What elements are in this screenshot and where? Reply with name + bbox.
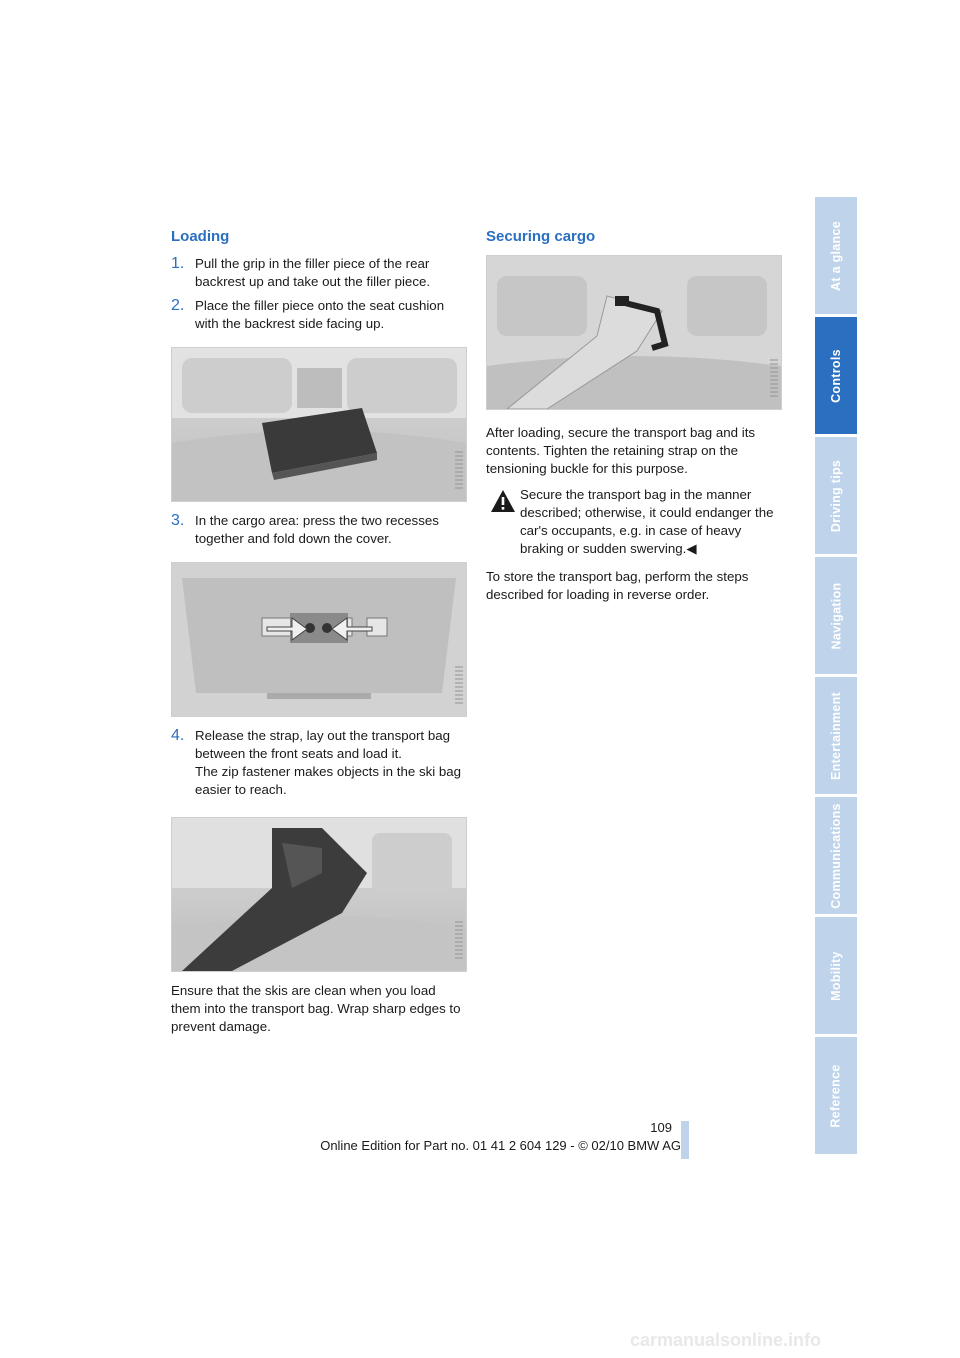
figure-secured-transport-bag bbox=[486, 255, 782, 410]
storage-paragraph: To store the transport bag, perform the steps described for loading in reverse order. bbox=[486, 569, 749, 602]
section-heading-loading: Loading bbox=[171, 228, 230, 245]
right-column bbox=[486, 228, 786, 604]
warning-triangle-icon bbox=[490, 489, 516, 513]
warning-block bbox=[486, 486, 786, 558]
secured-bag-illustration bbox=[487, 256, 781, 409]
step-text: Release the strap, lay out the transport bag between the front seats and load it. bbox=[195, 728, 451, 761]
section-heading-securing-cargo: Securing cargo bbox=[486, 228, 596, 245]
step-number: 3. bbox=[171, 512, 185, 529]
edition-line: Online Edition for Part no. 01 41 2 604 129 - © 02/10 BMW AG bbox=[320, 1138, 681, 1153]
figure-transport-bag-laid-out bbox=[171, 817, 467, 972]
page-number: 109 bbox=[650, 1120, 672, 1135]
step-1 bbox=[171, 255, 467, 291]
step-3 bbox=[171, 512, 467, 548]
step-number: 2. bbox=[171, 297, 185, 314]
step-number: 4. bbox=[171, 727, 185, 744]
securing-paragraph: After loading, secure the transport bag and its contents. Tighten the retaining strap on the tensioning buckle for this purpose. bbox=[486, 425, 756, 476]
figure-code bbox=[455, 921, 463, 961]
end-of-warning-marker: ◀ bbox=[686, 541, 697, 556]
tab-mobility[interactable]: Mobility bbox=[815, 917, 857, 1034]
tab-reference[interactable]: Reference bbox=[815, 1037, 857, 1154]
step-subtext: The zip fastener makes objects in the ski bag easier to reach. bbox=[195, 764, 462, 797]
figure-cargo-area-cover bbox=[171, 562, 467, 717]
closing-paragraph: Ensure that the skis are clean when you load them into the transport bag. Wrap sharp edges to prevent damage. bbox=[171, 983, 461, 1034]
step-text: In the cargo area: press the two recesses together and fold down the cover. bbox=[195, 513, 439, 546]
figure-code bbox=[455, 451, 463, 491]
footer-bar bbox=[681, 1121, 689, 1159]
chapter-tabs bbox=[815, 197, 857, 1157]
tab-at-a-glance[interactable]: At a glance bbox=[815, 197, 857, 314]
left-column bbox=[171, 228, 467, 1036]
tab-entertainment[interactable]: Entertainment bbox=[815, 677, 857, 794]
figure-filler-piece-on-seat bbox=[171, 347, 467, 502]
tab-controls[interactable]: Controls bbox=[815, 317, 857, 434]
bag-illustration bbox=[172, 818, 466, 971]
warning-text: Secure the transport bag in the manner described; otherwise, it could endanger the car's occupants, e.g. in case of heavy braking or sudden swerving.◀ bbox=[520, 487, 774, 556]
step-text: Place the filler piece onto the seat cushion with the backrest side facing up. bbox=[195, 298, 445, 331]
step-2 bbox=[171, 297, 467, 333]
step-text: Pull the grip in the filler piece of the rear backrest up and take out the filler piece. bbox=[195, 256, 431, 289]
step-number: 1. bbox=[171, 255, 185, 272]
step-4 bbox=[171, 727, 467, 799]
tab-navigation[interactable]: Navigation bbox=[815, 557, 857, 674]
cargo-illustration bbox=[172, 563, 466, 716]
tab-communications[interactable]: Communications bbox=[815, 797, 857, 914]
figure-code bbox=[455, 666, 463, 706]
figure-code bbox=[770, 359, 778, 399]
seat-illustration bbox=[172, 348, 466, 501]
site-watermark: carmanualsonline.info bbox=[630, 1330, 822, 1350]
tab-driving-tips[interactable]: Driving tips bbox=[815, 437, 857, 554]
